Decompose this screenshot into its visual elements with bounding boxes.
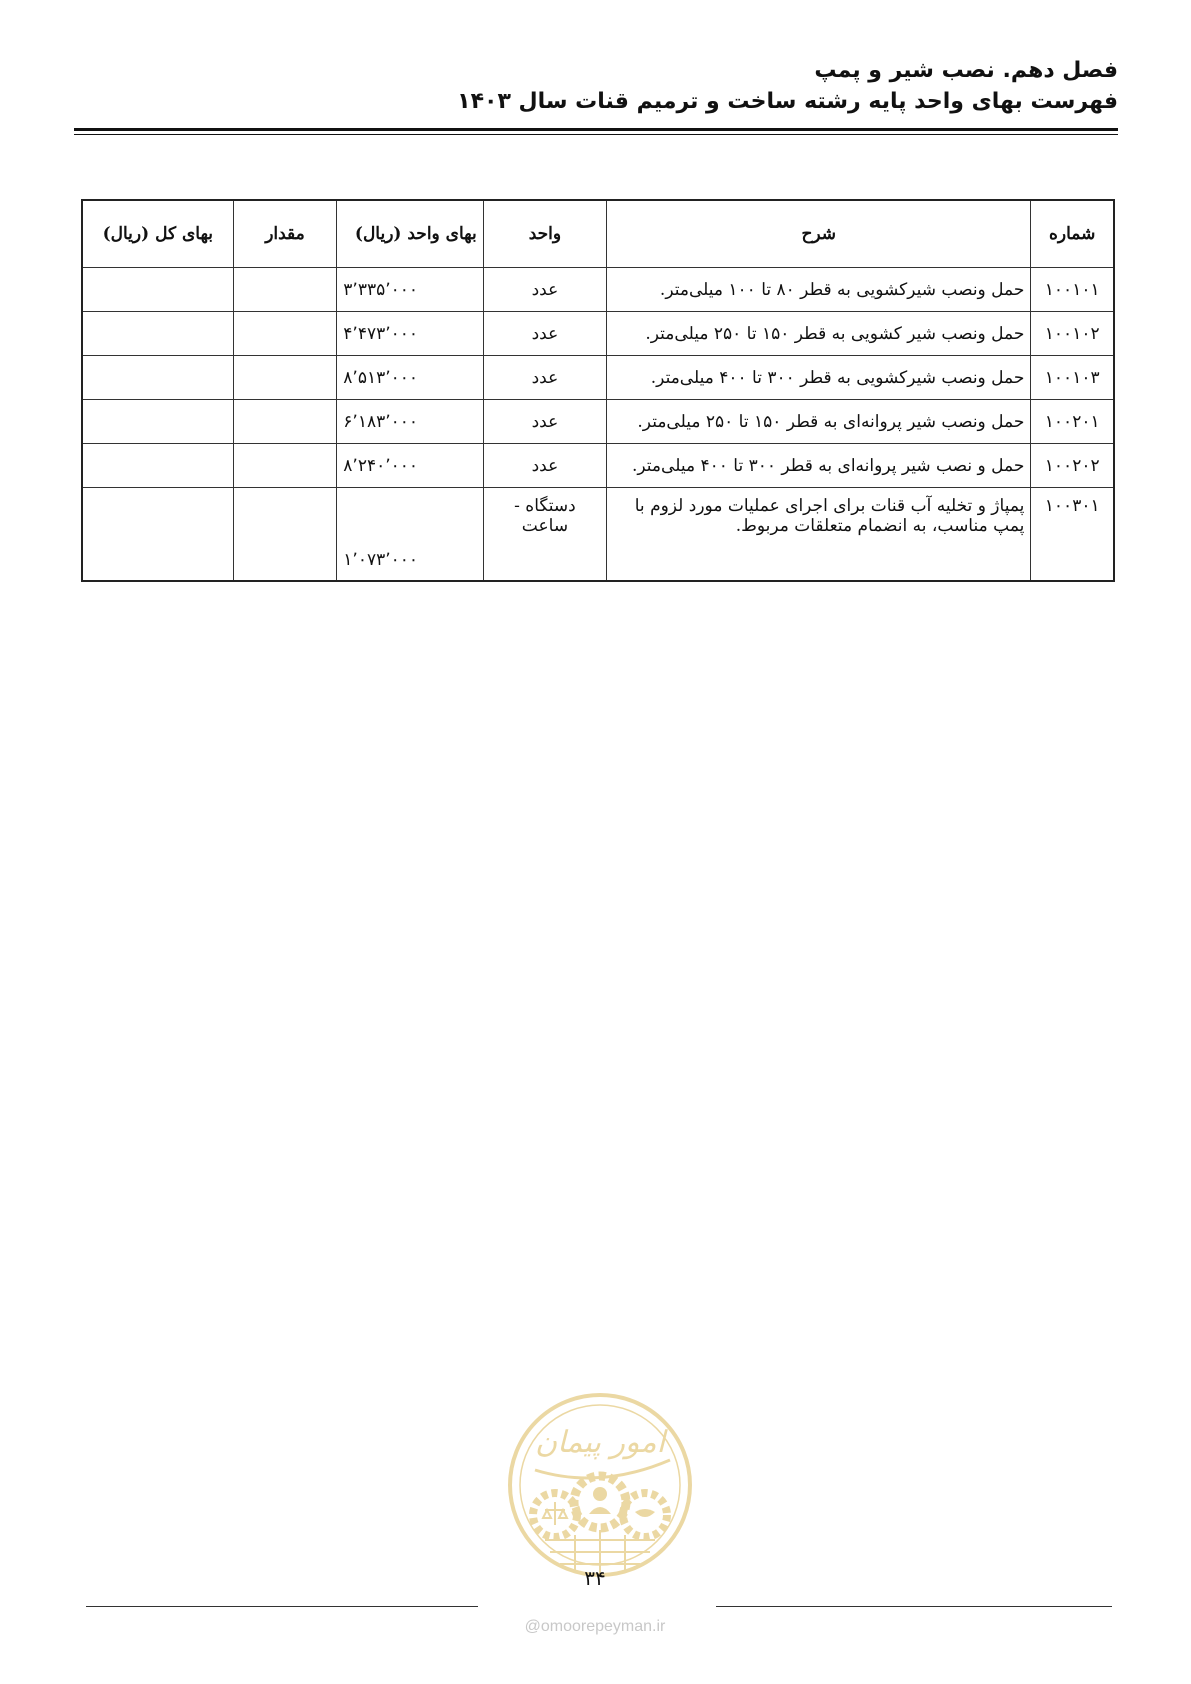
- row-unit-price: ۳٬۳۳۵٬۰۰۰: [337, 268, 483, 312]
- header-quantity: مقدار: [233, 200, 337, 268]
- row-unit: عدد: [483, 356, 606, 400]
- header-description: شرح: [607, 200, 1031, 268]
- row-quantity: [233, 488, 337, 582]
- row-unit-price: ۶٬۱۸۳٬۰۰۰: [337, 400, 483, 444]
- row-description: حمل ونصب شیرکشویی به قطر ۳۰۰ تا ۴۰۰ میلی‌متر.: [607, 356, 1031, 400]
- row-number: ۱۰۰۲۰۲: [1031, 444, 1114, 488]
- table-row: [82, 400, 1114, 444]
- row-description: حمل ونصب شیر کشویی به قطر ۱۵۰ تا ۲۵۰ میلی‌متر.: [607, 312, 1031, 356]
- table-header-row: [82, 200, 1114, 268]
- footer-rule: [86, 1606, 478, 1607]
- row-total-price: [82, 400, 233, 444]
- table-row: [82, 488, 1114, 582]
- row-description: حمل و نصب شیر پروانه‌ای به قطر ۳۰۰ تا ۴۰۰ میلی‌متر.: [607, 444, 1031, 488]
- row-total-price: [82, 488, 233, 582]
- row-total-price: [82, 312, 233, 356]
- person-icon: [593, 1487, 607, 1501]
- book-title: فهرست بهای واحد پایه رشته ساخت و ترمیم قنات سال ۱۴۰۳: [457, 89, 1118, 114]
- row-unit: عدد: [483, 444, 606, 488]
- row-total-price: [82, 444, 233, 488]
- chapter-title: فصل دهم. نصب شیر و پمپ: [814, 58, 1118, 83]
- table-row: [82, 356, 1114, 400]
- row-number: ۱۰۰۱۰۳: [1031, 356, 1114, 400]
- row-quantity: [233, 312, 337, 356]
- page-header: [74, 56, 1118, 118]
- row-number: ۱۰۰۱۰۱: [1031, 268, 1114, 312]
- handshake-icon: [635, 1509, 655, 1517]
- header-rule-thin: [74, 134, 1118, 135]
- header-unit-price: بهای واحد (ریال): [337, 200, 483, 268]
- row-quantity: [233, 400, 337, 444]
- header-unit: واحد: [483, 200, 606, 268]
- table-row: [82, 444, 1114, 488]
- header-total-price: بهای کل (ریال): [82, 200, 233, 268]
- page-number: ۳۴: [584, 1566, 606, 1590]
- row-quantity: [233, 356, 337, 400]
- row-unit: دستگاه - ساعت: [483, 488, 606, 582]
- gear-icon: [574, 1476, 626, 1528]
- row-quantity: [233, 268, 337, 312]
- row-total-price: [82, 268, 233, 312]
- row-unit: عدد: [483, 312, 606, 356]
- row-number: ۱۰۰۳۰۱: [1031, 488, 1114, 582]
- row-number: ۱۰۰۱۰۲: [1031, 312, 1114, 356]
- header-number: شماره: [1031, 200, 1114, 268]
- footer-rule: [716, 1606, 1112, 1607]
- row-unit-price: ۸٬۲۴۰٬۰۰۰: [337, 444, 483, 488]
- row-number: ۱۰۰۲۰۱: [1031, 400, 1114, 444]
- row-unit-price: ۴٬۴۷۳٬۰۰۰: [337, 312, 483, 356]
- price-table: [81, 199, 1115, 582]
- row-total-price: [82, 356, 233, 400]
- row-unit-price: ۸٬۵۱۳٬۰۰۰: [337, 356, 483, 400]
- row-description: حمل ونصب شیرکشویی به قطر ۸۰ تا ۱۰۰ میلی‌متر.: [607, 268, 1031, 312]
- row-unit: عدد: [483, 268, 606, 312]
- row-description: پمپاژ و تخلیه آب قنات برای اجرای عملیات مورد لزوم با پمپ مناسب، به انضمام متعلقات مربوط.: [607, 488, 1031, 582]
- row-unit: عدد: [483, 400, 606, 444]
- scales-icon: [543, 1502, 567, 1525]
- table-row: [82, 268, 1114, 312]
- row-quantity: [233, 444, 337, 488]
- table-row: [82, 312, 1114, 356]
- row-unit-price: ۱٬۰۷۳٬۰۰۰: [337, 488, 483, 582]
- watermark-text: امور پیمان: [535, 1425, 665, 1460]
- header-rule: [74, 128, 1118, 131]
- person-icon-body: [589, 1507, 611, 1514]
- watermark-logo: [505, 1390, 695, 1580]
- website-link[interactable]: @omoorepeyman.ir: [524, 1618, 666, 1635]
- row-description: حمل ونصب شیر پروانه‌ای به قطر ۱۵۰ تا ۲۵۰ میلی‌متر.: [607, 400, 1031, 444]
